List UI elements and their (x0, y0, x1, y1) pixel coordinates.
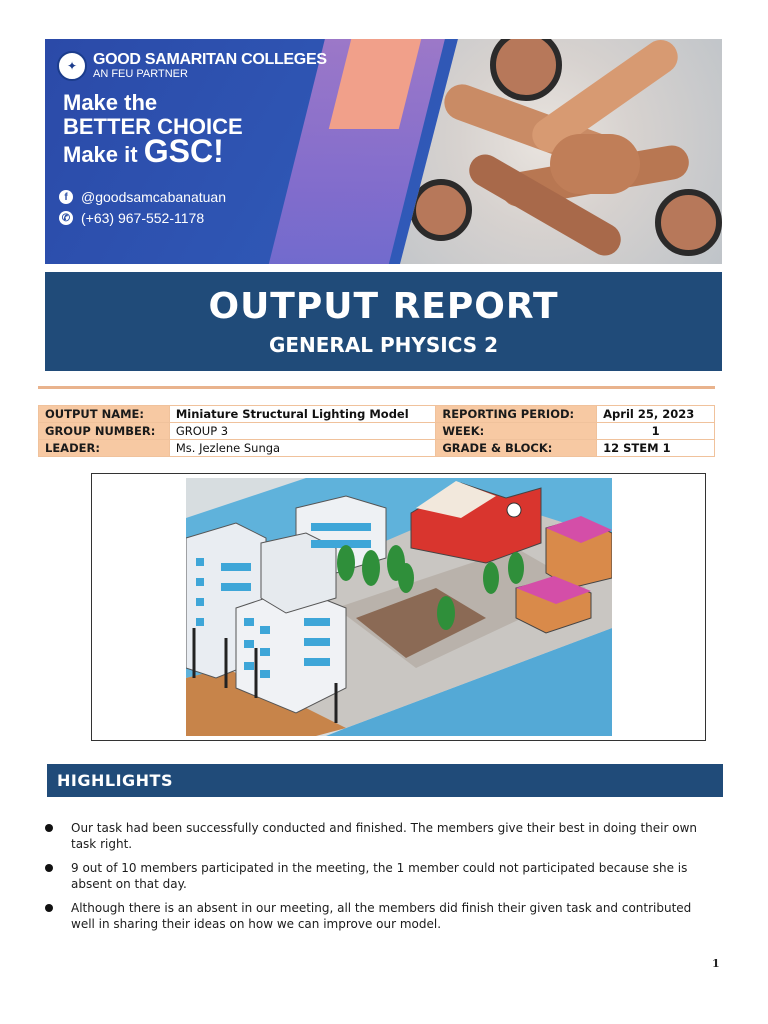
highlights-heading: HIGHLIGHTS (47, 764, 723, 797)
phone-number: (+63) 967-552-1178 (81, 210, 205, 226)
reporting-period-value: April 25, 2023 (597, 406, 715, 423)
leader-label: LEADER: (39, 440, 170, 457)
hands-cluster (550, 134, 640, 194)
school-banner (45, 39, 722, 264)
tagline-line-1: Make the (63, 90, 158, 115)
person-face (655, 189, 722, 256)
list-item (45, 860, 717, 892)
banner-tagline (63, 91, 243, 167)
reporting-period-label: REPORTING PERIOD: (436, 406, 597, 423)
table-row (39, 406, 715, 423)
bullet-icon (45, 864, 53, 872)
grade-block-label: GRADE & BLOCK: (436, 440, 597, 457)
model-drawing (186, 478, 612, 736)
school-seal-icon: ✦ (57, 51, 87, 81)
list-item (45, 900, 717, 932)
report-title-block (45, 272, 722, 371)
output-name-label: OUTPUT NAME: (39, 406, 170, 423)
facebook-contact (59, 189, 226, 205)
highlight-text: 9 out of 10 members participated in the meeting, the 1 member could not participated because she is absent on that day. (71, 861, 688, 891)
tagline-line-3: Make it (63, 142, 138, 167)
report-subject: GENERAL PHYSICS 2 (268, 333, 499, 357)
output-name-value: Miniature Structural Lighting Model (169, 406, 436, 423)
school-partner: AN FEU PARTNER (93, 68, 188, 80)
facebook-handle: @goodsamcabanatuan (81, 189, 226, 205)
page-number: 1 (712, 957, 720, 970)
highlight-text: Our task had been successfully conducted and finished. The members give their best in doing their own task right. (71, 821, 697, 851)
grade-block-value: 12 STEM 1 (597, 440, 715, 457)
tagline-line-2: BETTER CHOICE (63, 114, 243, 139)
phone-contact (59, 210, 204, 226)
person-face (490, 39, 562, 101)
model-photo-frame (91, 473, 706, 741)
table-row (39, 440, 715, 457)
tagline-gsc: GSC! (143, 133, 224, 169)
leader-value: Ms. Jezlene Sunga (169, 440, 436, 457)
group-number-label: GROUP NUMBER: (39, 423, 170, 440)
miniature-model-photo (186, 478, 612, 736)
bullet-icon (45, 904, 53, 912)
table-row (39, 423, 715, 440)
week-label: WEEK: (436, 423, 597, 440)
highlights-list (45, 820, 717, 940)
school-logo (57, 51, 327, 81)
facebook-icon: f (59, 190, 73, 204)
week-value: 1 (597, 423, 715, 440)
section-divider (38, 386, 715, 389)
school-name: GOOD SAMARITAN COLLEGES (93, 51, 327, 68)
group-number-value: GROUP 3 (169, 423, 436, 440)
bullet-icon (45, 824, 53, 832)
highlight-text: Although there is an absent in our meeting, all the members did finish their given task and contributed well in sharing their ideas on how we can improve our model. (71, 901, 692, 931)
list-item (45, 820, 717, 852)
report-title: OUTPUT REPORT (208, 286, 559, 327)
report-info-table (38, 405, 715, 457)
phone-icon: ✆ (59, 211, 73, 225)
